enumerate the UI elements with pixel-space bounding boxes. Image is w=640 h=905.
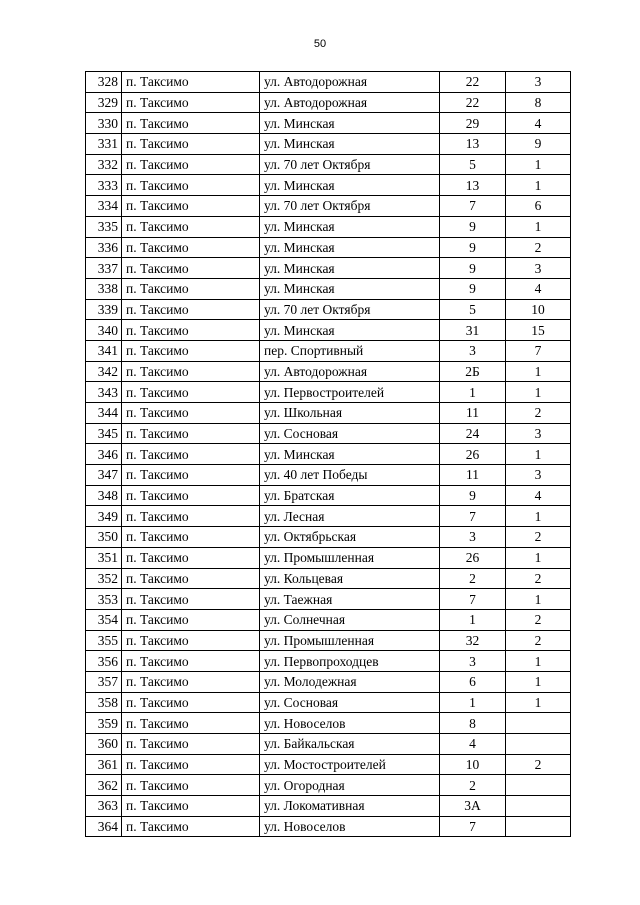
flat-cell: 1	[506, 651, 571, 672]
locality-cell: п. Таксимо	[122, 423, 260, 444]
flat-cell	[506, 713, 571, 734]
house-cell: 4	[440, 734, 506, 755]
house-cell: 3	[440, 340, 506, 361]
flat-cell: 2	[506, 568, 571, 589]
house-cell: 2	[440, 775, 506, 796]
address-table	[85, 71, 571, 837]
locality-cell: п. Таксимо	[122, 237, 260, 258]
house-cell: 10	[440, 754, 506, 775]
street-cell: ул. Мостостроителей	[260, 754, 440, 775]
house-cell: 9	[440, 216, 506, 237]
table-row	[86, 72, 571, 93]
table-row	[86, 692, 571, 713]
street-cell: ул. Братская	[260, 485, 440, 506]
locality-cell: п. Таксимо	[122, 113, 260, 134]
flat-cell: 2	[506, 403, 571, 424]
street-cell: ул. 70 лет Октября	[260, 299, 440, 320]
row-number: 335	[86, 216, 122, 237]
street-cell: ул. 40 лет Победы	[260, 465, 440, 486]
street-cell: ул. Байкальская	[260, 734, 440, 755]
house-cell: 1	[440, 609, 506, 630]
street-cell: ул. Кольцевая	[260, 568, 440, 589]
flat-cell: 10	[506, 299, 571, 320]
house-cell: 22	[440, 72, 506, 93]
table-row	[86, 403, 571, 424]
house-cell: 9	[440, 278, 506, 299]
flat-cell: 1	[506, 547, 571, 568]
street-cell: ул. Новоселов	[260, 816, 440, 837]
street-cell: пер. Спортивный	[260, 340, 440, 361]
house-cell: 32	[440, 630, 506, 651]
table-row	[86, 258, 571, 279]
house-cell: 8	[440, 713, 506, 734]
table-row	[86, 775, 571, 796]
flat-cell: 2	[506, 237, 571, 258]
street-cell: ул. Минская	[260, 216, 440, 237]
locality-cell: п. Таксимо	[122, 796, 260, 817]
row-number: 336	[86, 237, 122, 258]
street-cell: ул. Минская	[260, 320, 440, 341]
table-row	[86, 630, 571, 651]
house-cell: 11	[440, 465, 506, 486]
row-number: 333	[86, 175, 122, 196]
house-cell: 11	[440, 403, 506, 424]
row-number: 345	[86, 423, 122, 444]
street-cell: ул. Таежная	[260, 589, 440, 610]
locality-cell: п. Таксимо	[122, 340, 260, 361]
row-number: 344	[86, 403, 122, 424]
street-cell: ул. 70 лет Октября	[260, 196, 440, 217]
row-number: 334	[86, 196, 122, 217]
row-number: 358	[86, 692, 122, 713]
row-number: 351	[86, 547, 122, 568]
table-row	[86, 216, 571, 237]
flat-cell: 2	[506, 754, 571, 775]
table-row	[86, 796, 571, 817]
row-number: 329	[86, 92, 122, 113]
street-cell: ул. Минская	[260, 175, 440, 196]
flat-cell: 4	[506, 113, 571, 134]
flat-cell: 2	[506, 630, 571, 651]
table-row	[86, 734, 571, 755]
row-number: 361	[86, 754, 122, 775]
row-number: 342	[86, 361, 122, 382]
street-cell: ул. Минская	[260, 444, 440, 465]
street-cell: ул. Школьная	[260, 403, 440, 424]
house-cell: 7	[440, 506, 506, 527]
row-number: 338	[86, 278, 122, 299]
row-number: 349	[86, 506, 122, 527]
locality-cell: п. Таксимо	[122, 382, 260, 403]
row-number: 352	[86, 568, 122, 589]
row-number: 364	[86, 816, 122, 837]
page-number: 50	[313, 38, 327, 50]
row-number: 332	[86, 154, 122, 175]
flat-cell: 1	[506, 216, 571, 237]
house-cell: 13	[440, 134, 506, 155]
flat-cell: 1	[506, 444, 571, 465]
house-cell: 2Б	[440, 361, 506, 382]
street-cell: ул. Первопроходцев	[260, 651, 440, 672]
street-cell: ул. Октябрьская	[260, 527, 440, 548]
street-cell: ул. Автодорожная	[260, 361, 440, 382]
row-number: 339	[86, 299, 122, 320]
locality-cell: п. Таксимо	[122, 754, 260, 775]
flat-cell	[506, 734, 571, 755]
row-number: 330	[86, 113, 122, 134]
street-cell: ул. Молодежная	[260, 671, 440, 692]
street-cell: ул. Огородная	[260, 775, 440, 796]
street-cell: ул. Первостроителей	[260, 382, 440, 403]
flat-cell: 1	[506, 589, 571, 610]
locality-cell: п. Таксимо	[122, 320, 260, 341]
table-row	[86, 278, 571, 299]
locality-cell: п. Таксимо	[122, 175, 260, 196]
street-cell: ул. Минская	[260, 258, 440, 279]
table-row	[86, 92, 571, 113]
flat-cell: 9	[506, 134, 571, 155]
row-number: 355	[86, 630, 122, 651]
flat-cell: 6	[506, 196, 571, 217]
house-cell: 31	[440, 320, 506, 341]
table-row	[86, 568, 571, 589]
row-number: 346	[86, 444, 122, 465]
house-cell: 29	[440, 113, 506, 134]
house-cell: 2	[440, 568, 506, 589]
flat-cell: 2	[506, 527, 571, 548]
table-row	[86, 320, 571, 341]
flat-cell: 2	[506, 609, 571, 630]
flat-cell: 1	[506, 671, 571, 692]
table-row	[86, 134, 571, 155]
table-row	[86, 113, 571, 134]
table-row	[86, 671, 571, 692]
flat-cell: 3	[506, 423, 571, 444]
flat-cell	[506, 796, 571, 817]
street-cell: ул. Автодорожная	[260, 92, 440, 113]
street-cell: ул. Автодорожная	[260, 72, 440, 93]
house-cell: 7	[440, 816, 506, 837]
house-cell: 7	[440, 589, 506, 610]
house-cell: 24	[440, 423, 506, 444]
table-row	[86, 754, 571, 775]
street-cell: ул. Локомативная	[260, 796, 440, 817]
row-number: 341	[86, 340, 122, 361]
locality-cell: п. Таксимо	[122, 527, 260, 548]
locality-cell: п. Таксимо	[122, 609, 260, 630]
row-number: 362	[86, 775, 122, 796]
row-number: 354	[86, 609, 122, 630]
table-row	[86, 237, 571, 258]
flat-cell: 3	[506, 465, 571, 486]
street-cell: ул. Минская	[260, 113, 440, 134]
locality-cell: п. Таксимо	[122, 506, 260, 527]
table-row	[86, 527, 571, 548]
locality-cell: п. Таксимо	[122, 485, 260, 506]
house-cell: 3	[440, 527, 506, 548]
locality-cell: п. Таксимо	[122, 72, 260, 93]
locality-cell: п. Таксимо	[122, 630, 260, 651]
flat-cell: 15	[506, 320, 571, 341]
street-cell: ул. Минская	[260, 134, 440, 155]
row-number: 331	[86, 134, 122, 155]
row-number: 363	[86, 796, 122, 817]
house-cell: 1	[440, 382, 506, 403]
street-cell: ул. Сосновая	[260, 692, 440, 713]
house-cell: 9	[440, 258, 506, 279]
table-row	[86, 816, 571, 837]
locality-cell: п. Таксимо	[122, 258, 260, 279]
table-row	[86, 154, 571, 175]
house-cell: 1	[440, 692, 506, 713]
flat-cell: 4	[506, 485, 571, 506]
street-cell: ул. Лесная	[260, 506, 440, 527]
row-number: 359	[86, 713, 122, 734]
house-cell: 6	[440, 671, 506, 692]
flat-cell	[506, 816, 571, 837]
flat-cell: 1	[506, 382, 571, 403]
house-cell: 5	[440, 154, 506, 175]
flat-cell	[506, 775, 571, 796]
row-number: 337	[86, 258, 122, 279]
locality-cell: п. Таксимо	[122, 589, 260, 610]
row-number: 328	[86, 72, 122, 93]
locality-cell: п. Таксимо	[122, 547, 260, 568]
locality-cell: п. Таксимо	[122, 403, 260, 424]
locality-cell: п. Таксимо	[122, 196, 260, 217]
street-cell: ул. Минская	[260, 237, 440, 258]
row-number: 350	[86, 527, 122, 548]
house-cell: 22	[440, 92, 506, 113]
house-cell: 26	[440, 444, 506, 465]
flat-cell: 1	[506, 506, 571, 527]
row-number: 343	[86, 382, 122, 403]
flat-cell: 8	[506, 92, 571, 113]
row-number: 353	[86, 589, 122, 610]
locality-cell: п. Таксимо	[122, 361, 260, 382]
table-row	[86, 340, 571, 361]
locality-cell: п. Таксимо	[122, 651, 260, 672]
address-table-body	[86, 72, 571, 837]
house-cell: 5	[440, 299, 506, 320]
table-row	[86, 651, 571, 672]
locality-cell: п. Таксимо	[122, 734, 260, 755]
locality-cell: п. Таксимо	[122, 465, 260, 486]
table-row	[86, 713, 571, 734]
street-cell: ул. Промышленная	[260, 630, 440, 651]
flat-cell: 1	[506, 175, 571, 196]
street-cell: ул. Солнечная	[260, 609, 440, 630]
row-number: 347	[86, 465, 122, 486]
table-row	[86, 382, 571, 403]
table-row	[86, 196, 571, 217]
locality-cell: п. Таксимо	[122, 568, 260, 589]
flat-cell: 1	[506, 361, 571, 382]
house-cell: 7	[440, 196, 506, 217]
flat-cell: 1	[506, 692, 571, 713]
table-row	[86, 444, 571, 465]
street-cell: ул. Промышленная	[260, 547, 440, 568]
locality-cell: п. Таксимо	[122, 154, 260, 175]
table-row	[86, 589, 571, 610]
locality-cell: п. Таксимо	[122, 134, 260, 155]
row-number: 348	[86, 485, 122, 506]
row-number: 340	[86, 320, 122, 341]
locality-cell: п. Таксимо	[122, 775, 260, 796]
house-cell: 26	[440, 547, 506, 568]
table-row	[86, 175, 571, 196]
street-cell: ул. Новоселов	[260, 713, 440, 734]
table-row	[86, 299, 571, 320]
locality-cell: п. Таксимо	[122, 692, 260, 713]
table-row	[86, 506, 571, 527]
locality-cell: п. Таксимо	[122, 299, 260, 320]
flat-cell: 1	[506, 154, 571, 175]
row-number: 360	[86, 734, 122, 755]
street-cell: ул. Сосновая	[260, 423, 440, 444]
house-cell: 3А	[440, 796, 506, 817]
street-cell: ул. Минская	[260, 278, 440, 299]
flat-cell: 3	[506, 258, 571, 279]
locality-cell: п. Таксимо	[122, 713, 260, 734]
flat-cell: 3	[506, 72, 571, 93]
locality-cell: п. Таксимо	[122, 816, 260, 837]
locality-cell: п. Таксимо	[122, 92, 260, 113]
table-row	[86, 609, 571, 630]
locality-cell: п. Таксимо	[122, 278, 260, 299]
row-number: 356	[86, 651, 122, 672]
locality-cell: п. Таксимо	[122, 444, 260, 465]
street-cell: ул. 70 лет Октября	[260, 154, 440, 175]
table-row	[86, 485, 571, 506]
locality-cell: п. Таксимо	[122, 216, 260, 237]
row-number: 357	[86, 671, 122, 692]
flat-cell: 4	[506, 278, 571, 299]
house-cell: 3	[440, 651, 506, 672]
table-row	[86, 423, 571, 444]
table-row	[86, 465, 571, 486]
locality-cell: п. Таксимо	[122, 671, 260, 692]
house-cell: 9	[440, 237, 506, 258]
table-row	[86, 547, 571, 568]
flat-cell: 7	[506, 340, 571, 361]
table-row	[86, 361, 571, 382]
house-cell: 13	[440, 175, 506, 196]
house-cell: 9	[440, 485, 506, 506]
